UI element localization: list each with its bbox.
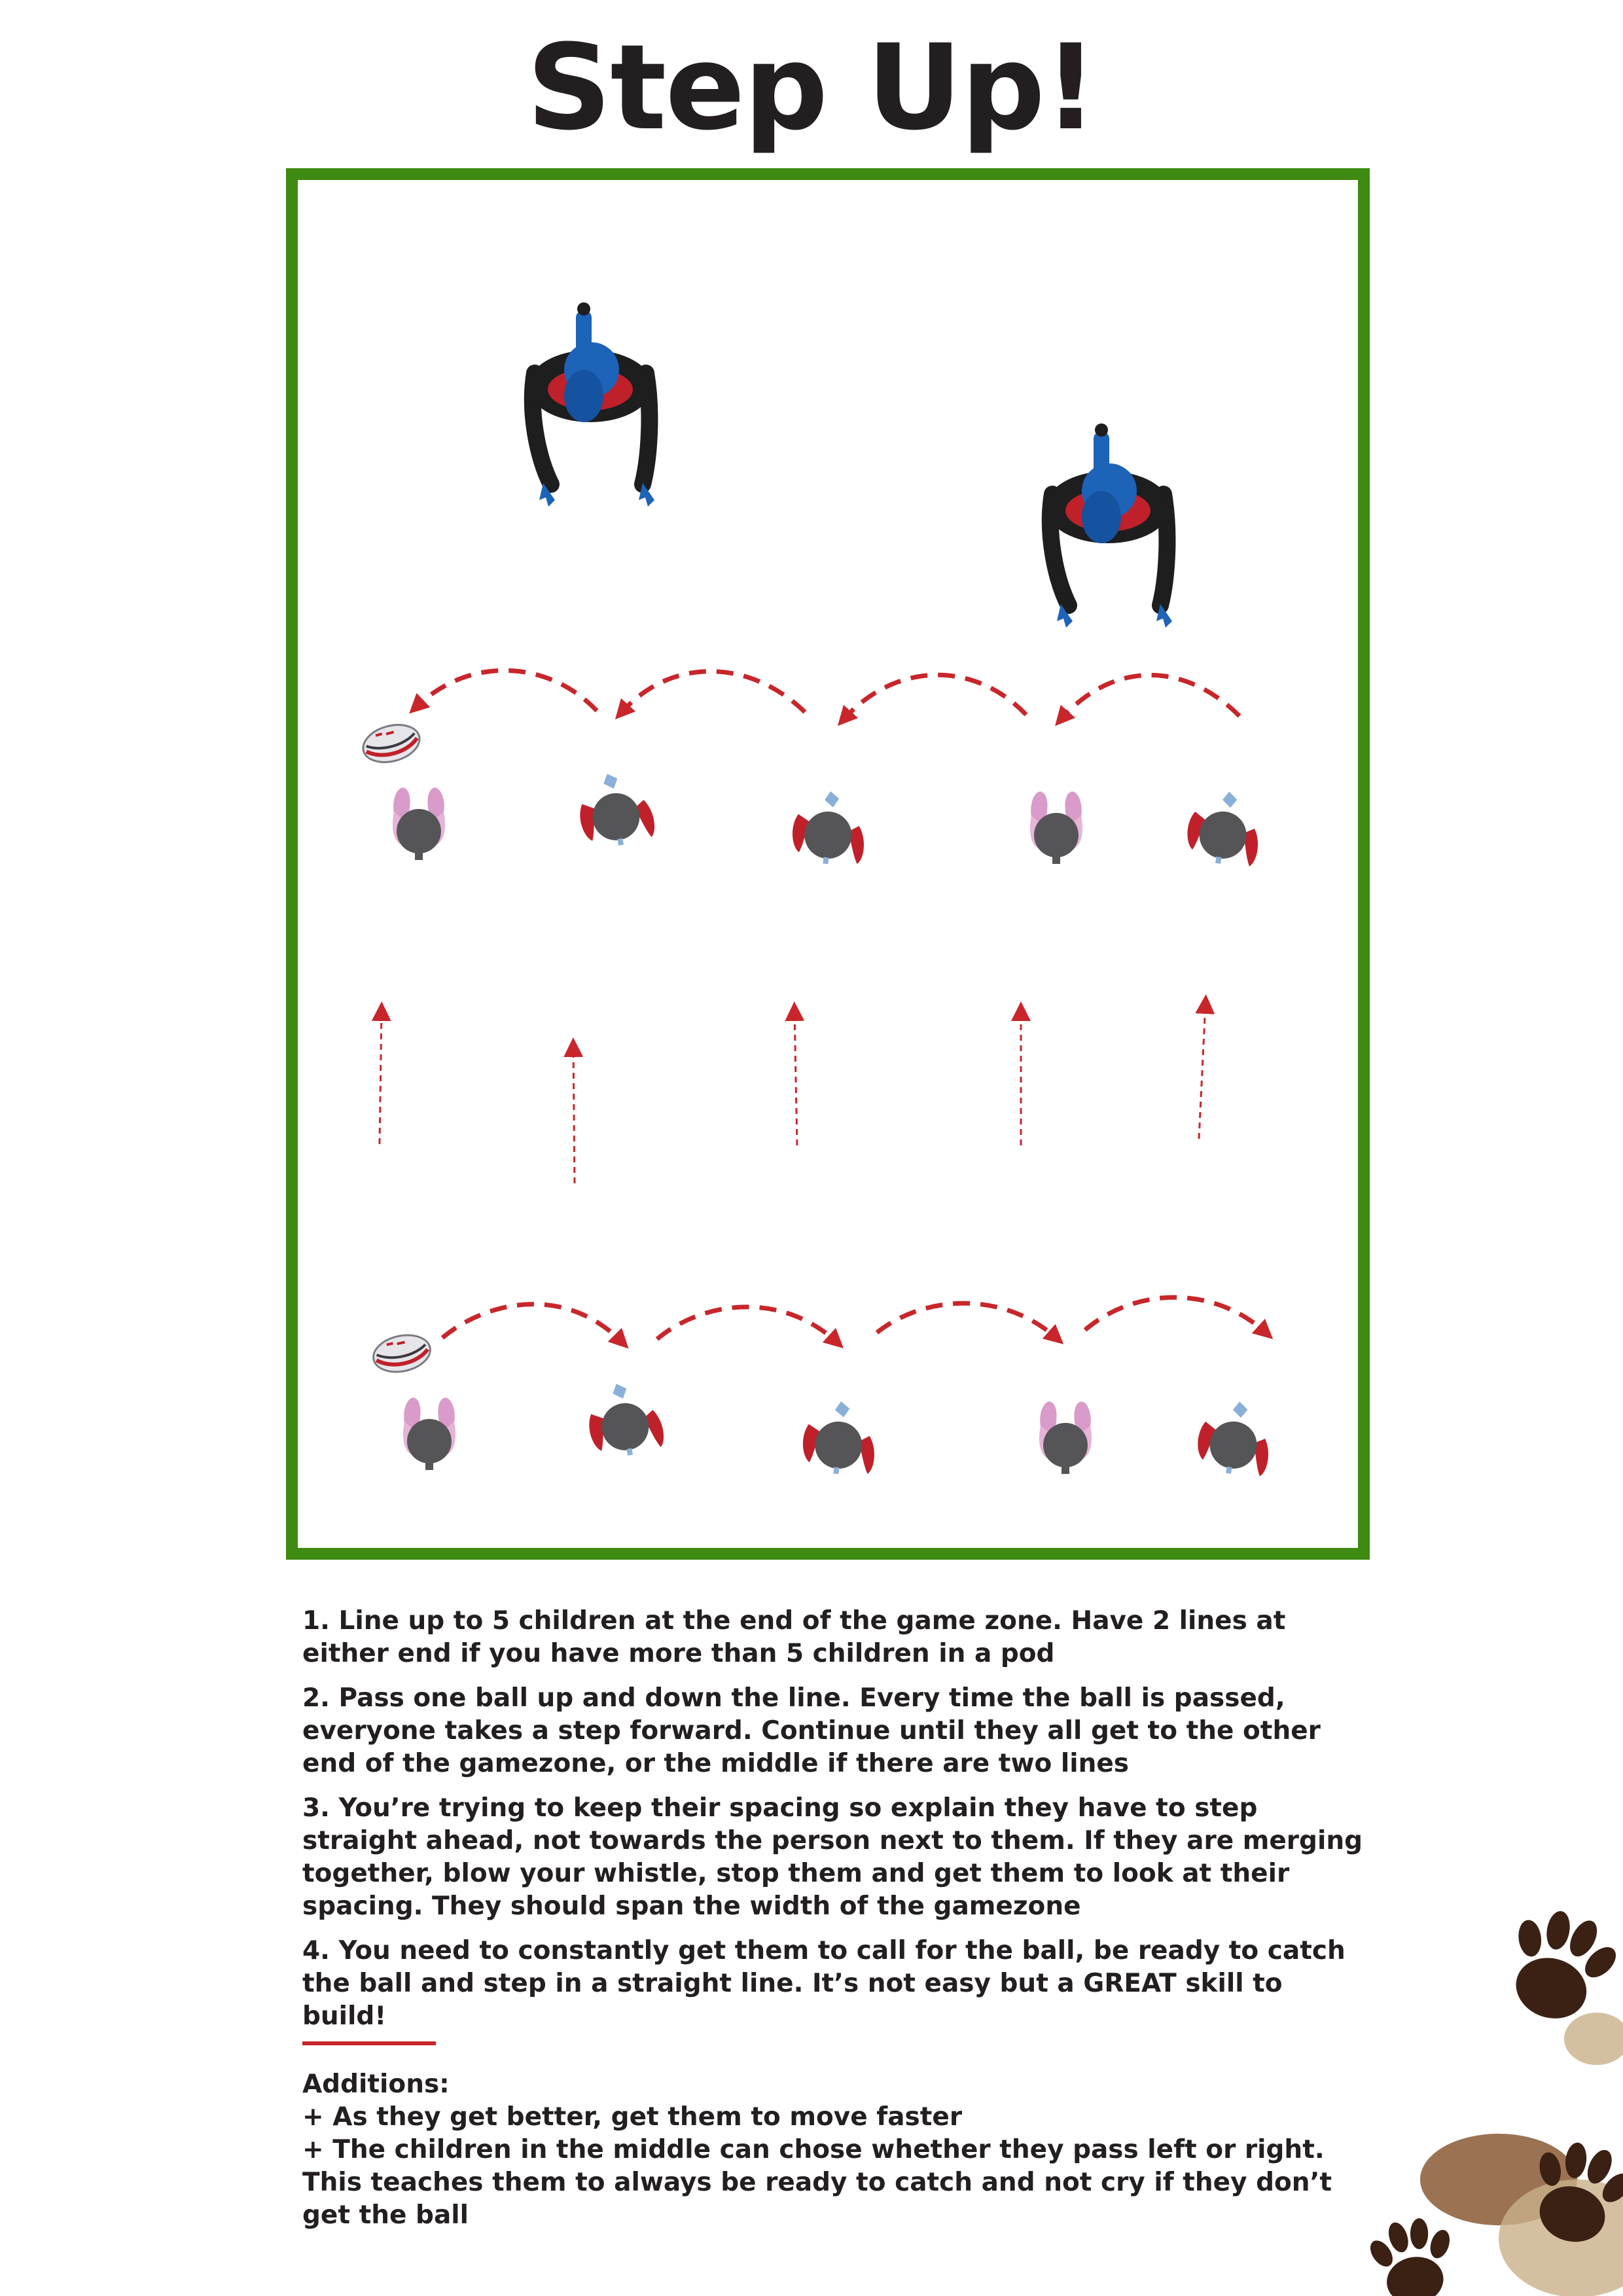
instructions [302,1605,1363,2045]
instruction-2: 2. Pass one ball up and down the line. Every time the ball is passed, everyone takes a step forward. Continue until they all get to the other end of the gamezone, or the middle if there are two lines [302,1683,1321,1778]
additions [302,2068,1363,2232]
additions-heading: Additions: [302,2070,450,2099]
paw-print-icon [1363,2212,1465,2296]
bottom-line-players [403,1377,1277,1480]
addition-item-1: + As they get better, get them to move faster [302,2102,963,2132]
rugby-ball-top [359,719,424,768]
coach-right [1046,423,1172,628]
step-forward-arrows [380,1004,1205,1183]
rugby-ball-bottom [370,1330,433,1376]
divider [302,2041,436,2045]
top-pass-arrows [416,670,1240,719]
page-title: Step Up! [526,20,1097,156]
top-line-players [393,767,1266,870]
addition-item-2: + The children in the middle can chose whether they pass left or right. This teaches them to always be ready to catch and not cry if they don’t get the ball [302,2135,1332,2230]
bottom-pass-arrows [442,1297,1266,1342]
paw-prints-decoration [1363,1897,1623,2296]
instruction-4: 4. You need to constantly get them to call for the ball, be ready to catch the ball and step in a straight line. It’s not easy but a GREAT skill to build! [302,1936,1346,2031]
coach-left [528,302,654,507]
instruction-3: 3. You’re trying to keep their spacing so explain they have to step straight ahead, not towards the person next to them. If they are merging together, blow your whistle, stop them and get them to look at their spacing. They should span the width of the gamezone [302,1793,1363,1921]
instruction-1: 1. Line up to 5 children at the end of the game zone. Have 2 lines at either end if you have more than 5 children in a pod [302,1606,1286,1668]
